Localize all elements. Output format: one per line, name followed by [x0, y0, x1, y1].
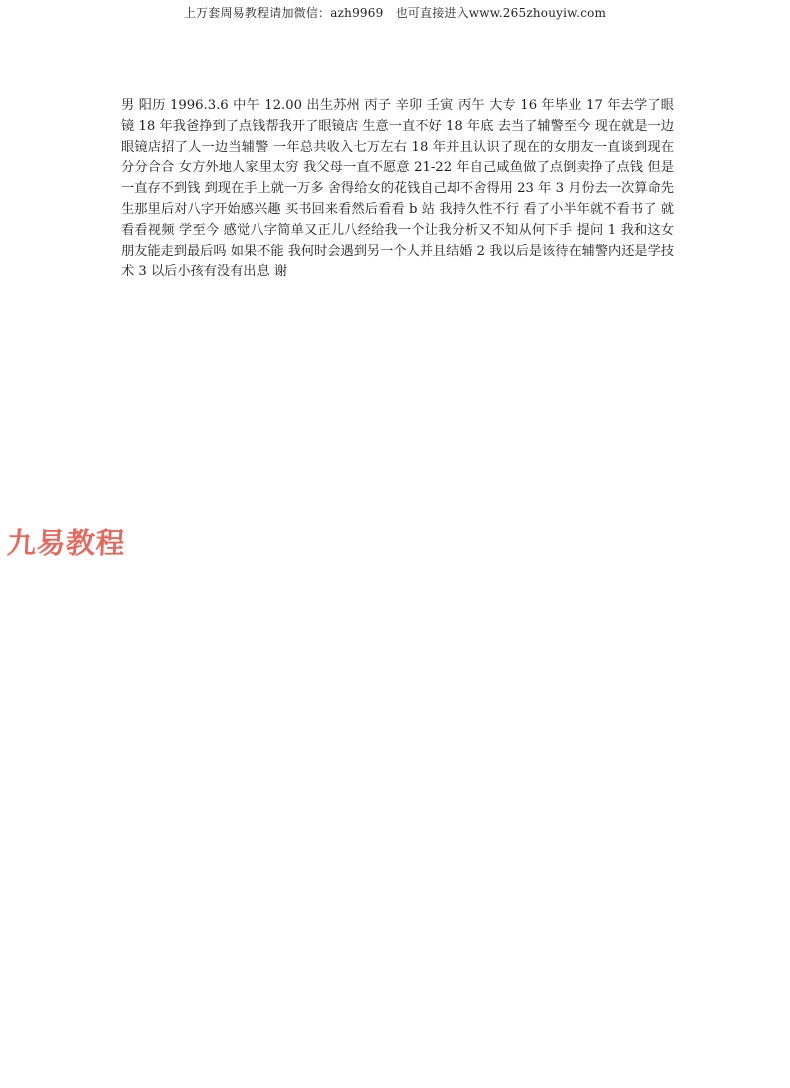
header-note: 上万套周易教程请加微信：azh9969 也可直接进入www.265zhouyiw.com	[183, 6, 607, 20]
watermark-logo: 九易教程	[6, 526, 126, 560]
body-paragraph: 男 阳历 1996.3.6 中午 12.00 出生苏州 丙子 辛卯 壬寅 丙午 大专 16 年毕业 17 年去学了眼镜 18 年我爸挣到了点钱帮我开了眼镜店 生意一直不好 18 年底 去当了辅警至今 现在就是一边眼镜店招了人一边当辅警 一年总共收入七万左右 18 年并且认识了现在的女朋友一直谈到现在 分分合合 女方外地人家里太穷 我父母一直不愿意 21-22 年自己咸鱼做了点倒卖挣了点钱 但是一直存不到钱 到现在手上就一万多 舍得给女的花钱自己却不舍得用 23 年 3 月份去一次算命先生那里后对八字开始感兴趣 买书回来看然后看看 b 站 我持久性不行 看了小半年就不看书了 就看看视频 学至今 感觉八字简单又正儿八经给我一个让我分析又不知从何下手 提问 1 我和这女朋友能走到最后吗 如果不能 我何时会遇到另一个人并且结婚 2 我以后是该待在辅警内还是学技术 3 以后小孩有没有出息 谢	[121, 98, 674, 280]
